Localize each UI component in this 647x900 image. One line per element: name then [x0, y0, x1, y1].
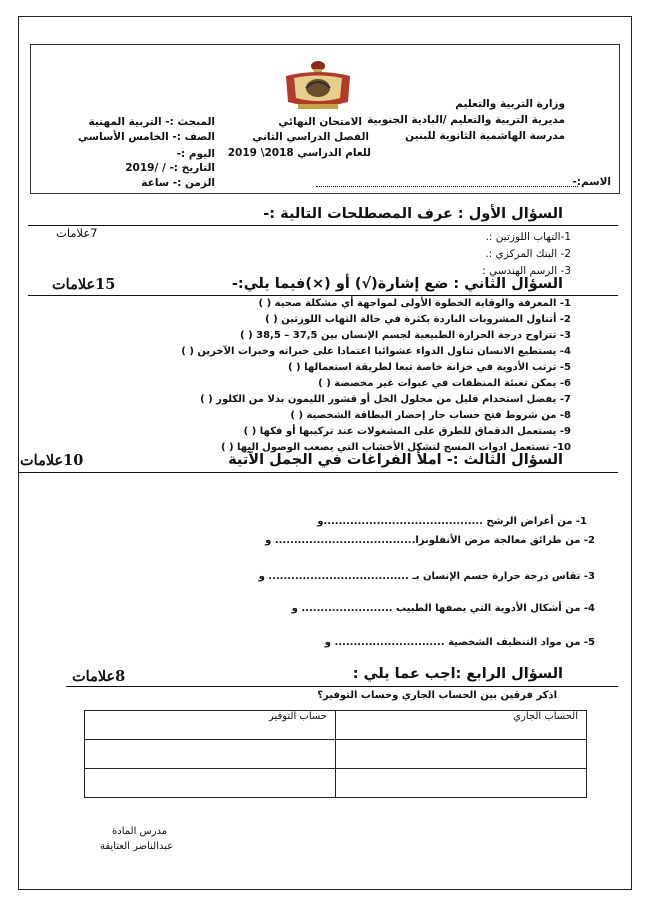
coat-of-arms-logo	[268, 60, 368, 112]
q1-item-3: 3- الرسم الهندسي :	[482, 265, 571, 277]
day: اليوم :-	[176, 148, 215, 160]
exam-title: الامتحان النهائي	[278, 116, 362, 128]
q3-title: السؤال الثالث :- املأ الفراغات في الجمل الآتية	[228, 452, 563, 468]
q4-title: السؤال الرابع :اجب عما يلي :	[352, 666, 563, 682]
q1-title: السؤال الأول : عرف المصطلحات التالية :-	[263, 206, 563, 222]
q2-item-10[interactable]: 10- تستعمل ادوات المسح لتشكل الأخشاب التي يصعب الوصول اليها ( )	[220, 442, 571, 453]
duration: الزمن :- ساعة	[141, 177, 215, 189]
q3-item-1[interactable]: 1- من أعراض الرشح ..........................................و	[317, 516, 587, 527]
q2-item-3[interactable]: 3- تتراوح درجة الحرارة الطبيعية لجسم الإنسان بين 37,5 – 38,5 ( )	[240, 330, 571, 341]
comparison-table	[84, 710, 587, 798]
q2-marks: 15علامات	[52, 276, 116, 293]
q2-item-8[interactable]: 8- من شروط فتح حساب جار إحضار البطاقة الشخصية ( )	[290, 410, 571, 421]
q2-item-7[interactable]: 7- يفضل استخدام قليل من محلول الخل أو قشور الليمون بدلا من الكلور ( )	[200, 394, 571, 405]
q3-item-5[interactable]: 5- من مواد التنظيف الشخصية ............................. و	[324, 637, 595, 648]
school-name: مدرسة الهاشمية الثانوية للبنين	[405, 130, 565, 142]
q1-underline	[28, 225, 618, 226]
table-cell[interactable]	[85, 769, 336, 798]
q4-underline	[66, 686, 618, 687]
subject: المبحث :- التربية المهنية	[88, 116, 215, 128]
q2-item-4[interactable]: 4- يستطيع الانسان تناول الدواء عشوائيا اعتمادا على خبراته وخبرات الآخرين ( )	[181, 346, 571, 357]
q3-item-4[interactable]: 4- من أشكال الأدوية التي يصفها الطبيب ........................ و	[291, 603, 595, 614]
name-fill-line[interactable]	[316, 186, 578, 187]
grade: الصف :- الخامس الأساسي	[78, 131, 215, 143]
academic-year: للعام الدراسي 2018\ 2019	[227, 147, 371, 159]
q2-item-6[interactable]: 6- يمكن تعبئة المنظفات في عبوات غير مخصصة ( )	[318, 378, 571, 389]
q3-item-2[interactable]: 2- من طرائق معالجة مرض الأنفلونزا..................................... و	[265, 535, 595, 546]
q2-underline	[28, 295, 618, 296]
teacher-label: مدرس المادة	[112, 826, 168, 837]
q2-title: السؤال الثاني : ضع إشارة(√) أو (×)فيما يلي:-	[231, 276, 563, 292]
table-header-current-account: الحساب الجاري	[336, 711, 587, 740]
table-cell[interactable]	[336, 740, 587, 769]
q3-item-3[interactable]: 3- تقاس درجة حرارة جسم الإنسان بـ ..................................... و	[258, 571, 595, 582]
name-label: الاسم:-	[572, 176, 611, 188]
q3-underline	[18, 472, 618, 473]
q4-marks: 8علامات	[72, 668, 126, 685]
q4-question: اذكر فرقين بين الحساب الجاري وحساب التوفير؟	[317, 690, 557, 701]
q2-item-5[interactable]: 5- ترتب الأدوية في خزانة خاصة تبعا لطريقة استعمالها ( )	[288, 362, 571, 373]
teacher-name: عبدالناصر العتايقة	[100, 841, 174, 852]
q1-item-2: 2- البنك المركزي :.	[485, 248, 571, 260]
q1-item-1: 1-التهاب اللوزتين :.	[485, 231, 571, 243]
q2-item-2[interactable]: 2- أتناول المشروبات الباردة بكثرة في حالة التهاب اللوزتين ( )	[265, 314, 571, 325]
ministry-name: وزارة التربية والتعليم	[455, 98, 565, 110]
q3-marks: 10علامات	[20, 452, 84, 469]
q2-item-9[interactable]: 9- يستعمل الدقماق للطرق على المشغولات عند تركيبها أو فكها ( )	[243, 426, 571, 437]
q2-item-1[interactable]: 1- المعرفة والوقاية الخطوة الأولى لمواجهة أي مشكلة صحية ( )	[258, 298, 571, 309]
directorate-name: مديرية التربية والتعليم /البادية الجنوبية	[367, 114, 565, 126]
date: التاريخ :- / /2019	[125, 162, 215, 174]
table-header-savings-account: حساب التوفير	[85, 711, 336, 740]
table-cell[interactable]	[336, 769, 587, 798]
table-cell[interactable]	[85, 740, 336, 769]
semester: الفصل الدراسي الثاني	[252, 131, 369, 143]
q1-marks: 7علامات	[56, 226, 98, 240]
